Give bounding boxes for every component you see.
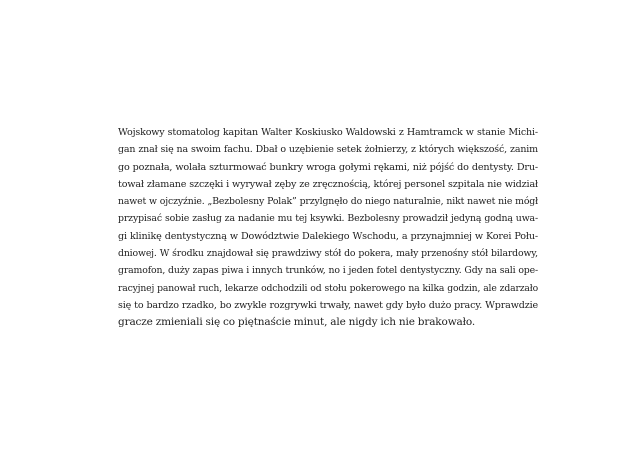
paragraph-line-6: przypisać sobie zasług za nadanie mu tej ksywki. Bezbolesny prowadził jedyną godną uwa- xyxy=(118,213,538,225)
paragraph-line-11: się to bardzo rzadko, bo zwykle rozgrywki trwały, nawet gdy było dużo pracy. Wprawdzie xyxy=(118,299,538,311)
paragraph-line-2: gan znał się na swoim fachu. Dbał o uzębienie setek żołnierzy, z których większość, zanim xyxy=(118,144,538,156)
paragraph-line-1: Wojskowy stomatolog kapitan Walter Koskiusko Waldowski z Hamtramck w stanie Michi- xyxy=(118,127,538,138)
paragraph-line-3: go poznała, wolała szturmować bunkry wroga gołymi rękami, niż pójść do dentysty. Dru- xyxy=(118,161,538,173)
paragraph-line-7: gi klinikę dentystyczną w Dowództwie Dalekiego Wschodu, a przynajmniej w Korei Połu- xyxy=(118,230,538,242)
body-paragraph xyxy=(118,124,538,332)
paragraph-line-5: nawet w ojczyźnie. „Bezbolesny Polak” przylgnęło do niego naturalnie, nikt nawet nie mógł xyxy=(118,196,538,208)
paragraph-line-10: racyjnej panował ruch, lekarze odchodzili od stołu pokerowego na kilka godzin, ale zdarzało xyxy=(118,282,538,294)
paragraph-line-12: gracze zmieniali się co piętnaście minut, ale nigdy ich nie brakowało. xyxy=(118,316,476,329)
paragraph-line-9: gramofon, duży zapas piwa i innych trunków, no i jeden fotel dentystyczny. Gdy na sali ope- xyxy=(118,265,538,277)
paragraph-line-4: tował złamane szczęki i wyrywał zęby ze zręcznością, której personel szpitala nie widział xyxy=(118,178,538,190)
paragraph-line-8: dniowej. W środku znajdował się prawdziwy stół do pokera, mały przenośny stół bilardowy, xyxy=(118,248,538,260)
